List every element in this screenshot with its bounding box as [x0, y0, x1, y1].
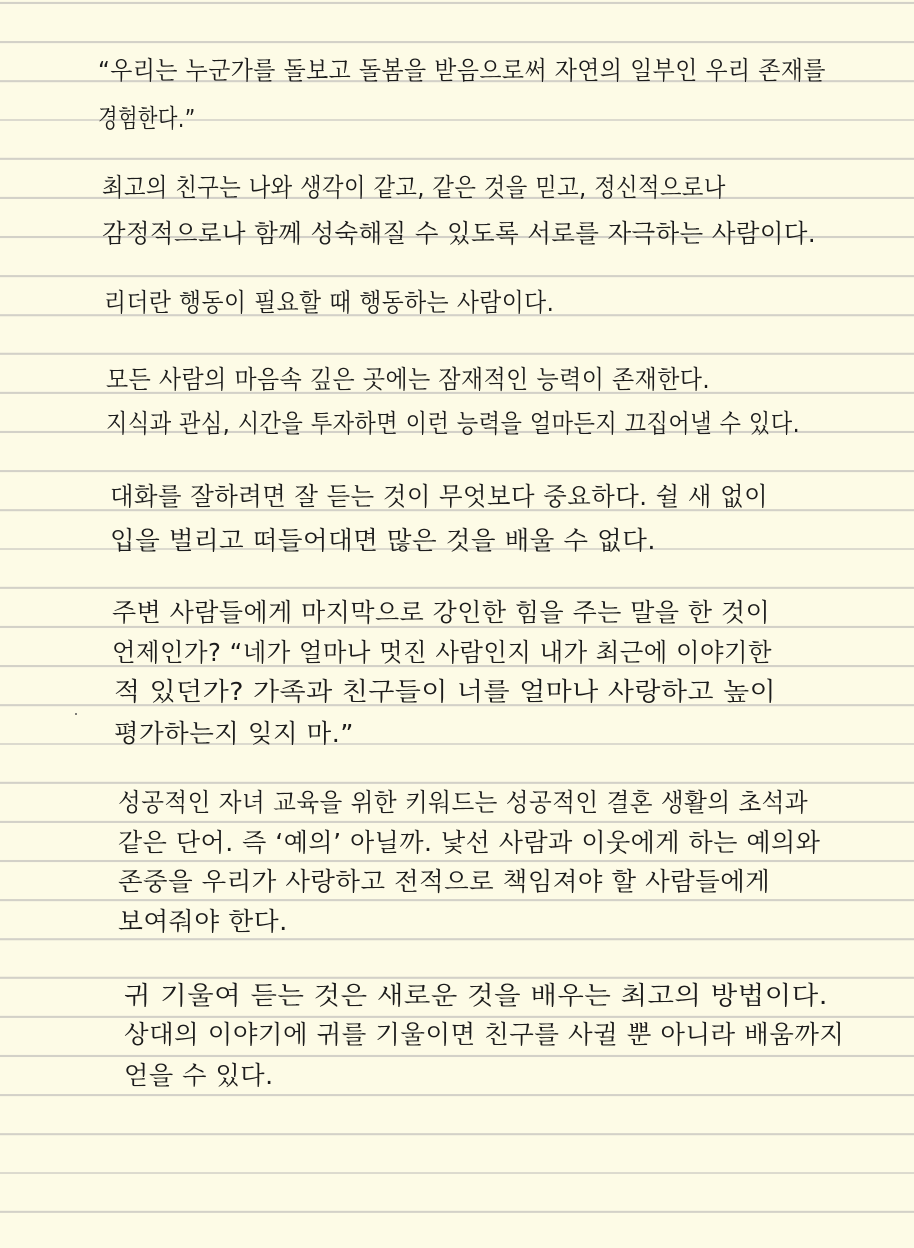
text-line: 대화를 잘하려면 잘 듣는 것이 무엇보다 중요하다. 쉴 새 없이 — [110, 482, 769, 511]
text-line: 최고의 친구는 나와 생각이 같고, 같은 것을 믿고, 정신적으로나 — [102, 173, 726, 202]
text-line: 경험한다.” — [98, 104, 196, 133]
text-line: “우리는 누군가를 돌보고 돌봄을 받음으로써 자연의 일부인 우리 존재를 — [98, 56, 826, 85]
text-line: 얻을 수 있다. — [124, 1061, 274, 1090]
text-line: 지식과 관심, 시간을 투자하면 이런 능력을 얼마든지 끄집어낼 수 있다. — [106, 409, 801, 438]
text-line: 존중을 우리가 사랑하고 전적으로 책임져야 할 사람들에게 — [118, 867, 771, 896]
text-line: 성공적인 자녀 교육을 위한 키워드는 성공적인 결혼 생활의 초석과 — [118, 788, 809, 817]
text-line: 모든 사람의 마음속 깊은 곳에는 잠재적인 능력이 존재한다. — [106, 365, 711, 394]
text-line: 입을 벌리고 떠들어대면 많은 것을 배울 수 없다. — [110, 526, 656, 555]
text-line: 같은 단어. 즉 ‘예의’ 아닐까. 낯선 사람과 이웃에게 하는 예의와 — [118, 828, 821, 857]
text-line: 감정적으로나 함께 성숙해질 수 있도록 서로를 자극하는 사람이다. — [102, 219, 817, 248]
text-line: 리더란 행동이 필요할 때 행동하는 사람이다. — [104, 288, 555, 317]
text-line: 상대의 이야기에 귀를 기울이면 친구를 사귈 뿐 아니라 배움까지 — [124, 1020, 845, 1049]
text-line: 평가하는지 잊지 마.” — [114, 719, 354, 748]
text-line: 언제인가? “네가 얼마나 멋진 사람인지 내가 최근에 이야기한 — [112, 638, 772, 667]
text-line: 주변 사람들에게 마지막으로 강인한 힘을 주는 말을 한 것이 — [112, 598, 771, 627]
text-line: 귀 기울여 듣는 것은 새로운 것을 배우는 최고의 방법이다. — [124, 981, 829, 1010]
text-line: 보여줘야 한다. — [118, 907, 288, 936]
stray-ink-dot — [75, 713, 77, 715]
text-line: 적 있던가? 가족과 친구들이 너를 얼마나 사랑하고 높이 — [114, 677, 777, 706]
